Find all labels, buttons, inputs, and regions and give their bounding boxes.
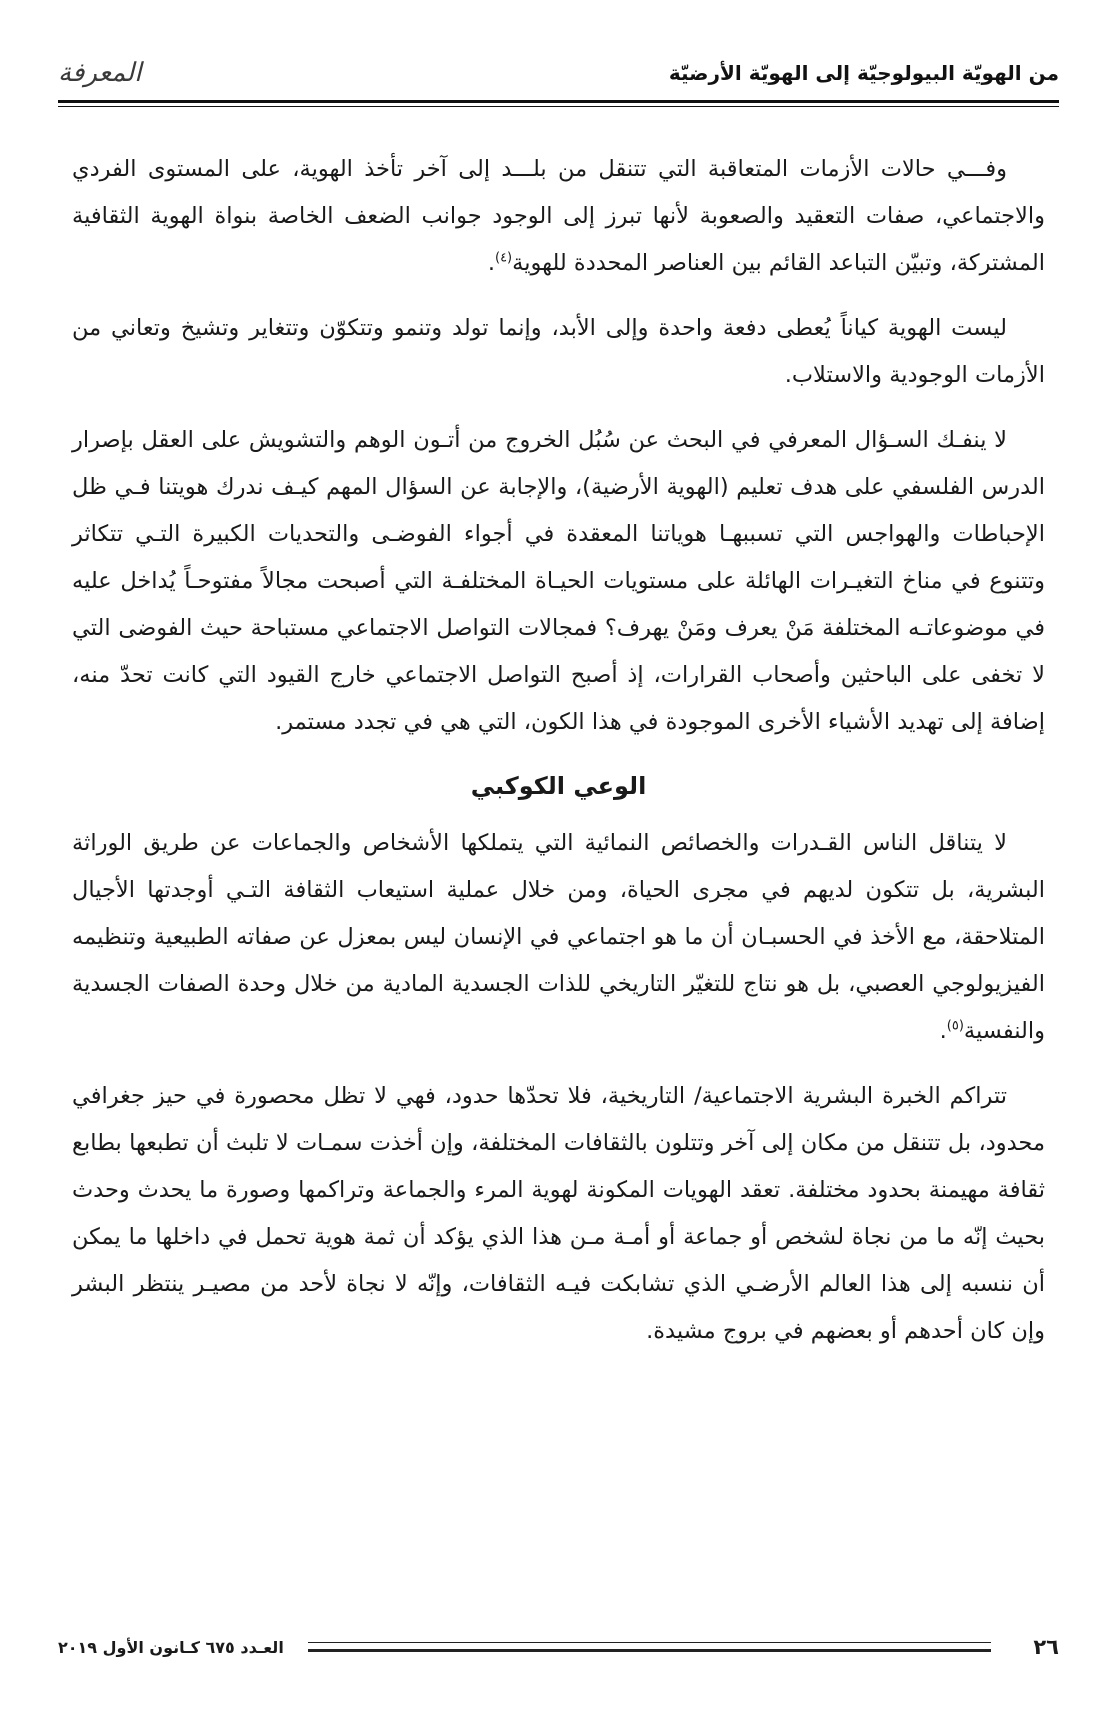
paragraph-1: [72, 146, 1045, 287]
header-rule-thin: [58, 106, 1059, 107]
paragraph-2: ليست الهوية كياناً يُعطى دفعة واحدة وإلى الأبد، وإنما تولد وتنمو وتتكوّن وتتغاير وتشيخ وتعاني من الأزمات الوجودية والاستلاب.: [72, 315, 1045, 388]
paragraph-end: .: [487, 250, 495, 276]
paragraph-text: لا يتناقل الناس القـدرات والخصائص النمائية التي يتملكها الأشخاص والجماعات عن طريق الوراثة البشرية، بل تتكون لديهم في مجرى الحياة، ومن خلال عملية استيعاب الثقافة التـي أوجدتها الأجيال المتلاحقة، مع الأخذ في الحسبـان أن ما هو اجتماعي في الإنسان ليس بمعزل عن صفاته الطبيعية وتنظيمه الفيزيولوجي العصبي، بل هو نتاج للتغيّر التاريخي للذات الجسدية المادية من خلال وحدة الصفات الجسدية والنفسية: [72, 830, 1045, 1044]
footnote-ref-4[interactable]: (٤): [494, 250, 513, 266]
page-footer: [58, 1632, 1059, 1662]
paragraph-3: لا ينفـك السـؤال المعرفي في البحث عن سُبُل الخروج من أتـون الوهم والتشويش على العقل بإصرار الدرس الفلسفي على هدف تعليم (الهوية الأرضية)، والإجابة عن السؤال المهم كيـف ندرك هويتنا فـي ظل الإحباطات والهواجس التي تسببهـا هوياتنا المعقدة في أجواء الفوضـى والتحديات الكبيرة التـي تتكاثر وتتنوع في مناخ التغيـرات الهائلة على مستويات الحيـاة المختلفـة التي أصبحت مجالاً مفتوحـاً يُداخل عليه في موضوعاتـه المختلفة مَنْ يعرف ومَنْ يهرف؟ فمجالات التواصل الاجتماعي مستباحة حيث الفوضى التي لا تخفى على الباحثين وأصحاب القرارات، إذ أصبح التواصل الاجتماعي خارج القيود التي كانت تحدّ منه، إضافة إلى تهديد الأشياء الأخرى الموجودة في هذا الكون، التي هي في تجدد مستمر.: [72, 427, 1045, 735]
article-body: [72, 146, 1045, 1373]
page-header: [58, 52, 1059, 94]
paragraph-end: .: [939, 1018, 947, 1044]
page-number: ٢٦: [1033, 1635, 1059, 1659]
running-title: من الهويّة البيولوجيّة إلى الهويّة الأرضيّة: [668, 61, 1059, 85]
footnote-ref-5[interactable]: (٥): [946, 1018, 964, 1034]
section-heading: الوعي الكوكبي: [470, 772, 647, 800]
paragraph-4: [72, 820, 1045, 1055]
paragraph-5: تتراكم الخبرة البشرية الاجتماعية/ التاريخية، فلا تحدّها حدود، فهي لا تظل محصورة في حيز جغرافي محدود، بل تتنقل من مكان إلى آخر وتتلون بالثقافات المختلفة، وإن أخذت سمـات لا تلبث أن تطبعها بطابع ثقافة مهيمنة بحدود مختلفة. تعقد الهويات المكونة لهوية المرء والجماعة وتراكمها وصورة ما يحدث وحدث بحيث إنّه ما من نجاة لشخص أو جماعة أو أمـة مـن هذا الذي يؤكد أن ثمة هوية تحمل في داخلها ما يمكن أن ننسبه إلى هذا العالم الأرضـي الذي تشابكت فيـه الثقافات، وإنّه لا نجاة لأحد من مصيـر ينتظر البشر وإن كان أحدهم أو بعضهم في بروج مشيدة.: [72, 1083, 1045, 1344]
paragraph-text: وفـــي حالات الأزمات المتعاقبة التي تتنقل من بلـــد إلى آخر تأخذ الهوية، على المستوى الفردي والاجتماعي، صفات التعقيد والصعوبة لأنها تبرز إلى الوجود جوانب الضعف الخاصة بنواة الهوية الثقافية المشتركة، وتبيّن التباعد القائم بين العناصر المحددة للهوية: [72, 156, 1045, 276]
magazine-logo: المعرفة: [58, 58, 142, 88]
footer-rule: [308, 1642, 991, 1652]
issue-info: العـدد ٦٧٥ كـانون الأول ٢٠١٩: [58, 1637, 284, 1657]
header-rule-thick: [58, 100, 1059, 103]
